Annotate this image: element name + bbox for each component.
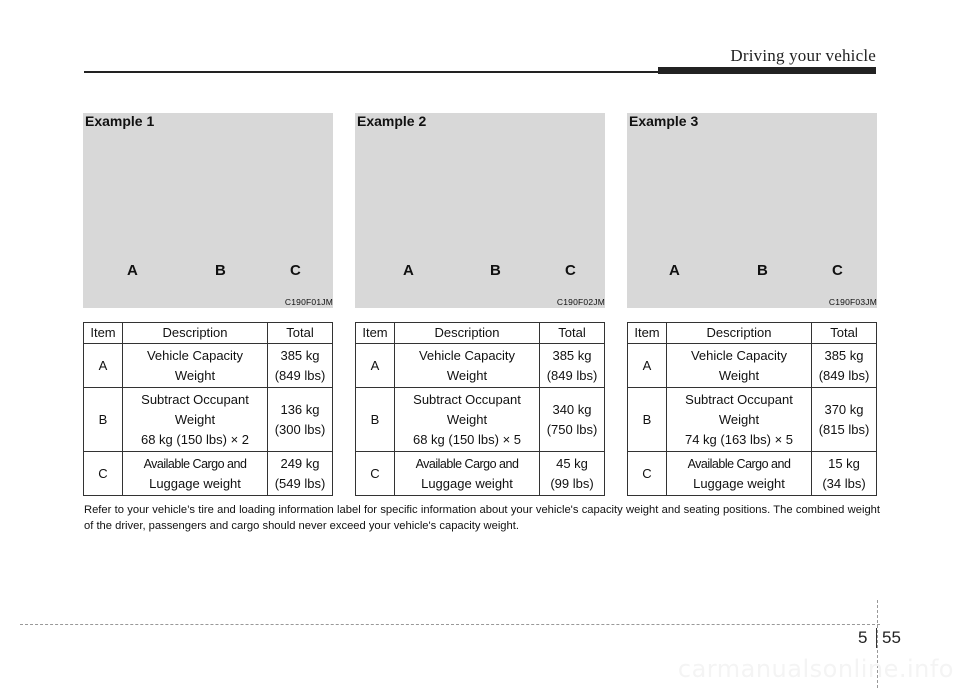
example-1-illustration <box>83 113 333 308</box>
total-cell <box>540 452 605 496</box>
description-line: 68 kg (150 lbs) × 2 <box>140 431 250 447</box>
header-total: Total <box>540 323 605 344</box>
label-b: B <box>490 262 501 279</box>
example-title: Example 2 <box>357 113 427 129</box>
description-cell <box>123 388 268 452</box>
description-line: Subtract Occupant <box>141 391 249 407</box>
header-description: Description <box>667 323 812 344</box>
description-line: Weight <box>174 367 216 383</box>
capacity-table-1 <box>83 322 333 496</box>
description-cell <box>123 452 268 496</box>
table-row <box>84 452 333 496</box>
item-cell: A <box>356 344 395 388</box>
total-lbs: (849 lbs) <box>274 367 326 383</box>
header-rule-accent <box>658 67 876 74</box>
table-header-row <box>628 323 877 344</box>
total-cell <box>268 344 333 388</box>
header-total: Total <box>812 323 877 344</box>
example-3-figure <box>627 113 877 308</box>
total-cell <box>812 452 877 496</box>
footer-rule <box>20 624 880 625</box>
example-2-illustration <box>355 113 605 308</box>
header-item: Item <box>356 323 395 344</box>
example-title: Example 1 <box>85 113 155 129</box>
total-kg: 370 kg <box>824 401 864 417</box>
label-a: A <box>127 262 138 279</box>
total-lbs: (849 lbs) <box>546 367 598 383</box>
figure-code: C190F03JM <box>828 297 877 307</box>
total-kg: 45 kg <box>556 455 588 471</box>
total-lbs: (815 lbs) <box>818 421 870 437</box>
figure-code: C190F01JM <box>284 297 333 307</box>
label-c: C <box>832 262 843 279</box>
header-total: Total <box>268 323 333 344</box>
header-description: Description <box>123 323 268 344</box>
description-cell <box>667 388 812 452</box>
label-a: A <box>669 262 680 279</box>
example-title: Example 3 <box>629 113 699 129</box>
section-title: Driving your vehicle <box>730 46 876 65</box>
table-row <box>84 388 333 452</box>
example-1-figure <box>83 113 333 308</box>
description-line: Weight <box>446 367 488 383</box>
description-cell <box>395 388 540 452</box>
description-line: Available Cargo and <box>143 456 247 471</box>
description-line: Vehicle Capacity <box>690 347 788 363</box>
description-line: Subtract Occupant <box>413 391 521 407</box>
item-cell: B <box>356 388 395 452</box>
item-cell: B <box>84 388 123 452</box>
item-cell: C <box>628 452 667 496</box>
table-row <box>628 344 877 388</box>
total-kg: 249 kg <box>280 455 320 471</box>
table-header-row <box>356 323 605 344</box>
table-row <box>628 388 877 452</box>
page-number-divider <box>876 628 877 648</box>
label-a: A <box>403 262 414 279</box>
total-cell <box>540 344 605 388</box>
description-line: Available Cargo and <box>687 456 791 471</box>
description-line: Weight <box>718 367 760 383</box>
item-cell: A <box>628 344 667 388</box>
total-kg: 385 kg <box>280 347 320 363</box>
table-row <box>356 344 605 388</box>
item-cell: B <box>628 388 667 452</box>
table-row <box>84 344 333 388</box>
description-line: Luggage weight <box>421 475 513 491</box>
header-description: Description <box>395 323 540 344</box>
description-line: Weight <box>446 411 488 427</box>
example-3-illustration <box>627 113 877 308</box>
description-line: Vehicle Capacity <box>418 347 516 363</box>
total-kg: 385 kg <box>552 347 592 363</box>
description-cell <box>667 344 812 388</box>
description-cell <box>395 452 540 496</box>
table-row <box>356 388 605 452</box>
total-lbs: (99 lbs) <box>550 475 594 491</box>
description-cell <box>123 344 268 388</box>
page-number: 55 <box>882 628 901 647</box>
capacity-table-3 <box>627 322 877 496</box>
item-cell: C <box>84 452 123 496</box>
header-rule <box>84 71 658 73</box>
example-2-figure <box>355 113 605 308</box>
label-b: B <box>757 262 768 279</box>
table-header-row <box>84 323 333 344</box>
total-cell <box>268 388 333 452</box>
table-row <box>356 452 605 496</box>
total-lbs: (750 lbs) <box>546 421 598 437</box>
label-c: C <box>290 262 301 279</box>
total-kg: 136 kg <box>280 401 320 417</box>
item-cell: A <box>84 344 123 388</box>
description-line: Weight <box>174 411 216 427</box>
total-kg: 15 kg <box>828 455 860 471</box>
total-cell <box>540 388 605 452</box>
total-cell <box>268 452 333 496</box>
chapter-number: 5 <box>858 628 868 647</box>
description-line: Luggage weight <box>149 475 241 491</box>
total-cell <box>812 344 877 388</box>
total-kg: 385 kg <box>824 347 864 363</box>
table-row <box>628 452 877 496</box>
total-lbs: (849 lbs) <box>818 367 870 383</box>
description-line: 68 kg (150 lbs) × 5 <box>412 431 522 447</box>
description-cell <box>667 452 812 496</box>
total-kg: 340 kg <box>552 401 592 417</box>
capacity-table-2 <box>355 322 605 496</box>
footnote-paragraph: Refer to your vehicle’s tire and loading information label for specific information about your vehicle's capacity weight and seating positions. The combined weight of the driver, passengers and cargo should never exceed your vehicle's capacity weight. <box>84 504 880 532</box>
item-cell: C <box>356 452 395 496</box>
header-item: Item <box>84 323 123 344</box>
figure-code: C190F02JM <box>556 297 605 307</box>
description-line: Weight <box>718 411 760 427</box>
label-c: C <box>565 262 576 279</box>
watermark-text: carmanualsonline.info <box>677 655 954 683</box>
total-lbs: (34 lbs) <box>822 475 866 491</box>
header-item: Item <box>628 323 667 344</box>
description-cell <box>395 344 540 388</box>
description-line: Vehicle Capacity <box>146 347 244 363</box>
total-lbs: (549 lbs) <box>274 475 326 491</box>
label-b: B <box>215 262 226 279</box>
total-cell <box>812 388 877 452</box>
total-lbs: (300 lbs) <box>274 421 326 437</box>
description-line: Available Cargo and <box>415 456 519 471</box>
description-line: 74 kg (163 lbs) × 5 <box>684 431 794 447</box>
description-line: Luggage weight <box>693 475 785 491</box>
description-line: Subtract Occupant <box>685 391 793 407</box>
